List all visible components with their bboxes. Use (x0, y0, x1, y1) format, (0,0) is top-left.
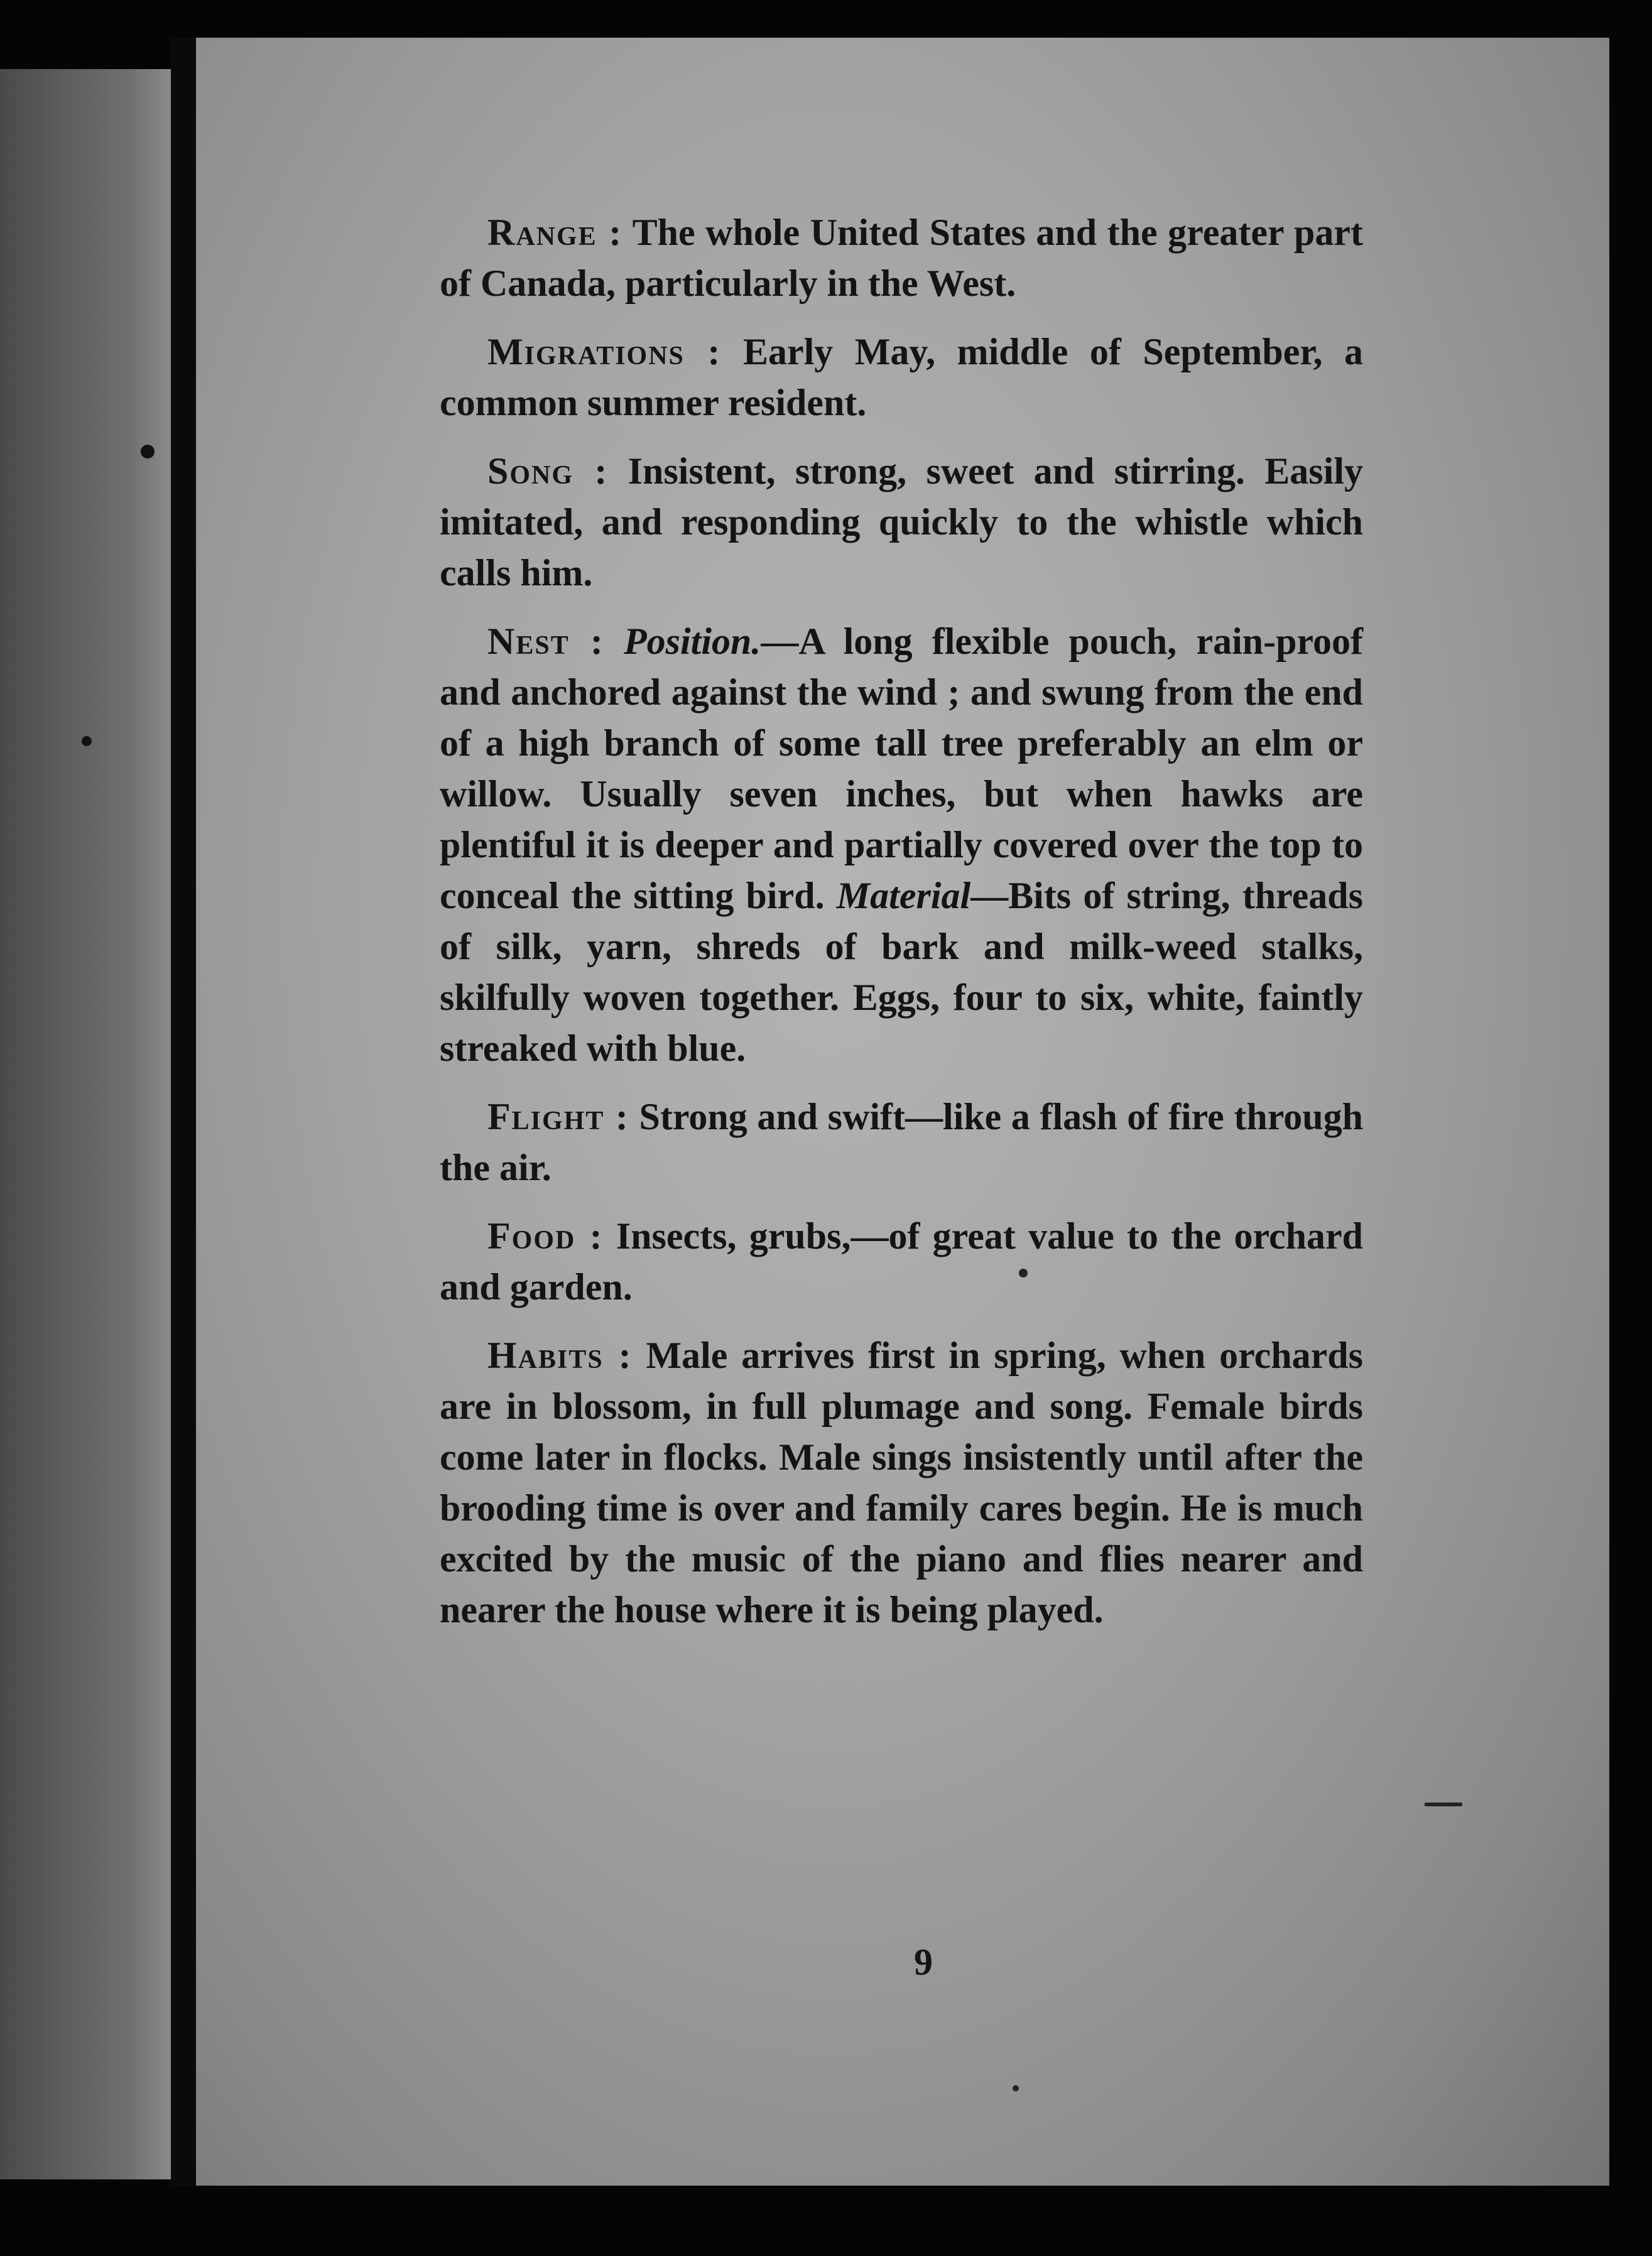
food-paragraph (440, 1211, 1363, 1313)
migrations-paragraph (440, 327, 1363, 428)
ink-speck (141, 445, 155, 458)
migrations-label: Migrations : (487, 331, 722, 372)
left-page-edge (0, 69, 171, 2179)
habits-label: Habits : (487, 1335, 633, 1376)
song-text: Insistent, strong, sweet and stirring. Easily imitated, and responding quickly to the whistle which calls him. (440, 450, 1363, 594)
nest-material-term: Material (836, 875, 971, 916)
food-label: Food : (487, 1215, 604, 1257)
nest-paragraph (440, 616, 1363, 1074)
range-label: Range : (487, 212, 623, 253)
nest-material-text: —Bits of string, threads of silk, yarn, shreds of bark and milk-weed stalks, skilfully woven together. Eggs, four to six, white, faintly streaked with blue. (440, 875, 1363, 1069)
migrations-text: Early May, middle of September, a common summer resident. (440, 331, 1363, 423)
range-text: The whole United States and the greater part of Canada, particularly in the West. (440, 212, 1363, 304)
range-paragraph (440, 207, 1363, 309)
flight-label: Flight : (487, 1096, 629, 1137)
habits-paragraph (440, 1330, 1363, 1635)
food-text: Insects, grubs,—of great value to the orchard and garden. (440, 1215, 1363, 1308)
book-gutter (171, 38, 196, 2186)
entry-text (440, 207, 1363, 1653)
nest-position-text: —A long flexible pouch, rain-proof and anchored against the wind ; and swung from the end of a high branch of some tall tree preferably an elm or willow. Usually seven inches, but when hawks are plentiful it is deeper and partially covered over the top to conceal the sitting bird. (440, 621, 1363, 916)
page-number: 9 (914, 1941, 933, 1983)
flight-text: Strong and swift—like a flash of fire through the air. (440, 1096, 1363, 1188)
habits-text: Male arrives first in spring, when orchards are in blossom, in full plumage and song. Female birds come later in flocks. Male sings insistently until after the brooding time is over and family cares begin. He is much excited by the music of the piano and flies nearer and nearer the house where it is being played. (440, 1335, 1363, 1630)
song-paragraph (440, 446, 1363, 599)
nest-label: Nest : (487, 621, 604, 662)
flight-paragraph (440, 1092, 1363, 1193)
ink-speck (82, 736, 92, 746)
nest-position-term: Position. (624, 621, 761, 662)
ink-speck (1013, 2085, 1019, 2091)
ink-speck (1425, 1803, 1462, 1806)
song-label: Song : (487, 450, 609, 492)
